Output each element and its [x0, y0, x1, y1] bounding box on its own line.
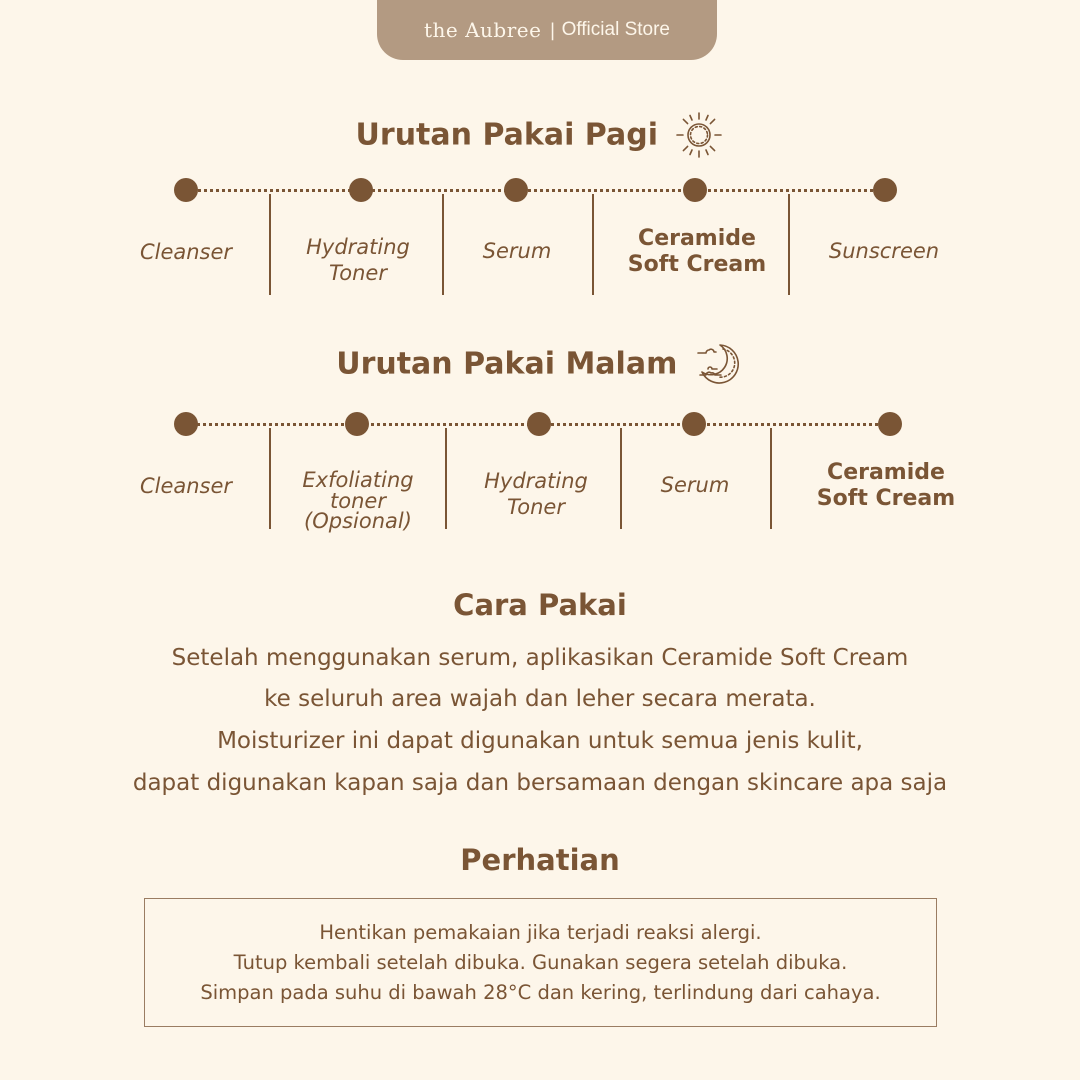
morning-step-label: Hydrating Toner: [306, 234, 410, 285]
night-step-label: Exfoliating toner (Opsional): [302, 468, 414, 534]
morning-step-label: Sunscreen: [828, 238, 940, 263]
morning-step-dot: [349, 178, 373, 202]
night-routine: [0, 410, 1080, 540]
morning-step-dot: [683, 178, 707, 202]
night-step-dot: [345, 412, 369, 436]
night-step-label: Serum: [660, 472, 730, 497]
usage-line: dapat digunakan kapan saja dan bersamaan dengan skincare apa saja: [132, 770, 948, 796]
usage-line: Moisturizer ini dapat digunakan untuk semua jenis kulit,: [217, 728, 863, 754]
morning-step-dot: [873, 178, 897, 202]
caution-line: Simpan pada suhu di bawah 28°C dan kering, terlindung dari cahaya.: [200, 980, 881, 1004]
morning-title: Urutan Pakai Pagi: [355, 117, 658, 153]
night-step-label-highlight: Ceramide Soft Cream: [816, 460, 956, 511]
sun-icon: [674, 110, 724, 160]
brand-separator: |: [549, 19, 556, 41]
usage-line: Setelah menggunakan serum, aplikasikan Ceramide Soft Cream: [171, 645, 909, 671]
morning-routine: [0, 176, 1080, 306]
morning-heading: [0, 110, 1080, 160]
morning-step-label: Serum: [482, 238, 552, 263]
night-step-dot: [878, 412, 902, 436]
morning-step-label-highlight: Ceramide Soft Cream: [627, 226, 767, 277]
caution-line: Tutup kembali setelah dibuka. Gunakan segera setelah dibuka.: [233, 950, 848, 974]
night-step-dot: [174, 412, 198, 436]
night-step-dot: [682, 412, 706, 436]
morning-timeline: [186, 189, 885, 192]
usage-line: ke seluruh area wajah dan leher secara merata.: [264, 686, 816, 712]
night-step-dot: [527, 412, 551, 436]
night-step-label: Cleanser: [139, 473, 233, 498]
caution-box: [144, 898, 937, 1027]
caution-line: Hentikan pemakaian jika terjadi reaksi alergi.: [319, 920, 762, 944]
brand-tab: [377, 0, 717, 60]
morning-step-dot: [174, 178, 198, 202]
night-title: Urutan Pakai Malam: [336, 346, 678, 382]
caution-heading: Perhatian: [460, 843, 620, 877]
brand-store-label: Official Store: [561, 19, 670, 40]
moon-icon: [694, 339, 744, 389]
night-heading: [0, 339, 1080, 389]
usage-heading: Cara Pakai: [453, 588, 627, 622]
step-divider: [788, 194, 790, 295]
morning-step-label: Cleanser: [139, 239, 233, 264]
brand-name: the Aubree: [424, 18, 542, 42]
morning-step-dot: [504, 178, 528, 202]
night-step-label: Hydrating Toner: [484, 468, 588, 519]
